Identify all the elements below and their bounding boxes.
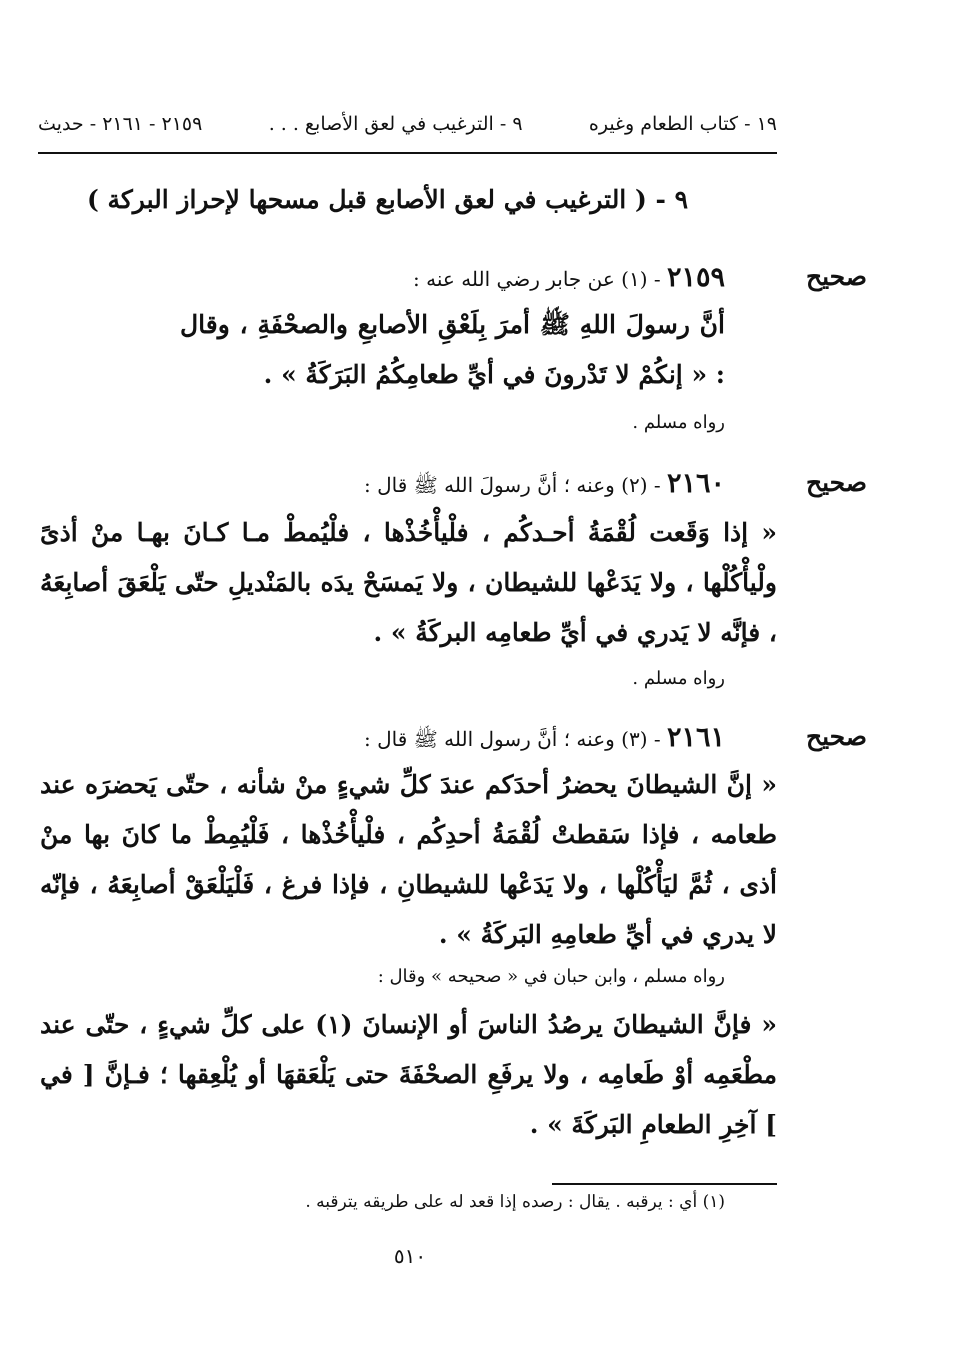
hadith-chain: - (٢) وعنه ؛ أنَّ رسولَ الله ﷺ قال : [363, 473, 661, 497]
grade-label: صحيح [805, 262, 867, 291]
hadith-text: « إذا وَقَعت لُقْمَةُ أحـدكُم ، فلْيأْخُذْها ، فلْيُمطْ مـا كـانَ بهـا منْ أذىً ولْيأْكُلْها ، ولا يَدَعْها للشيطان ، ولا يَمسَحْ يدَه بالمَنْديلِ حتّى يَلْعَقَ أصابِعَهُ ، فإنَّه لا يَدري في أيِّ طعامِه البركَةُ » . [40, 518, 777, 647]
hadith-head [180, 468, 725, 502]
hadith-head [180, 262, 725, 293]
grade-label: صحيح [805, 722, 867, 751]
running-header [38, 104, 777, 144]
header-rule [38, 152, 777, 154]
hadith-source: رواه مسلم ، وابن حبان في « صحيحه » وقال : [377, 966, 725, 987]
page-number: ٥١٠ [393, 1244, 427, 1268]
hadith-head [180, 722, 725, 756]
hadith-number: ٢١٦١ [666, 722, 725, 753]
hadith-chain: - (٣) وعنه ؛ أنَّ رسول الله ﷺ قال : [363, 727, 661, 751]
footnote-rule [552, 1183, 777, 1185]
hadith-text: أنَّ رسولَ اللهِ ﷺ أمرَ بِلَعْقِ الأصابعِ والصحْفَةِ ، وقال : « إنكُمْ لا تَدْرونَ في أيِّ طعامِكُمُ البَرَكَةُ » . [180, 310, 725, 389]
hadith-source: رواه مسلم . [632, 668, 725, 689]
hadith-text: « إنَّ الشيطانَ يحضرُ أحدَكم عندَ كلِّ شيءٍ منْ شأنه ، حتّى يَحضرَه عند طعامه ، فإذا سَقطتْ لُقْمَةُ أحدِكُم ، فلْيأْخُذْها ، فَلْيُمِطْ ما كانَ بها منْ أذى ، ثُمَّ ليَأْكُلْها ، ولا يَدَعْها للشيطانِ ، فإذا فرغ ، فَلْيَلْعَقْ أصابِعَهُ ، فإنّه لا يدري في أيِّ طعامِهِ البَركَةُ » . [40, 770, 777, 949]
footnote: (١) أي : يرقبه . يقال : رصده إذا قعد له على طريقه يترقبه . [305, 1192, 725, 1212]
header-chapter: ١٩ - كتاب الطعام وغيره [588, 113, 777, 135]
hadith-number: ٢١٥٩ [666, 262, 725, 293]
hadith-source: رواه مسلم . [632, 412, 725, 433]
hadith-number: ٢١٦٠ [666, 468, 725, 499]
header-range: ٢١٥٩ - ٢١٦١ - حديث [38, 113, 203, 135]
header-section: ٩ - الترغيب في لعق الأصابع . . . [268, 113, 523, 135]
section-title: ٩ - ( الترغيب في لعق الأصابع قبل مسحها لإحراز البركة ) [86, 185, 689, 214]
hadith-extra-text: « فإنَّ الشيطانَ يرصُدُ الناسَ أو الإنسانَ (١) على كلِّ شيءٍ ، حتّى عند مطْعَمِه أوْ طَعامِه ، ولا يرفَعِ الصحْفَةَ حتى يَلْعَقهَا أو يُلْعِقها ؛ فـإنَّ [ في ] آخِرِ الطعامِ البَركَةَ » . [40, 1010, 777, 1139]
hadith-chain: - (١) عن جابر رضي الله عنه : [413, 267, 661, 291]
grade-label: صحيح [805, 468, 867, 497]
